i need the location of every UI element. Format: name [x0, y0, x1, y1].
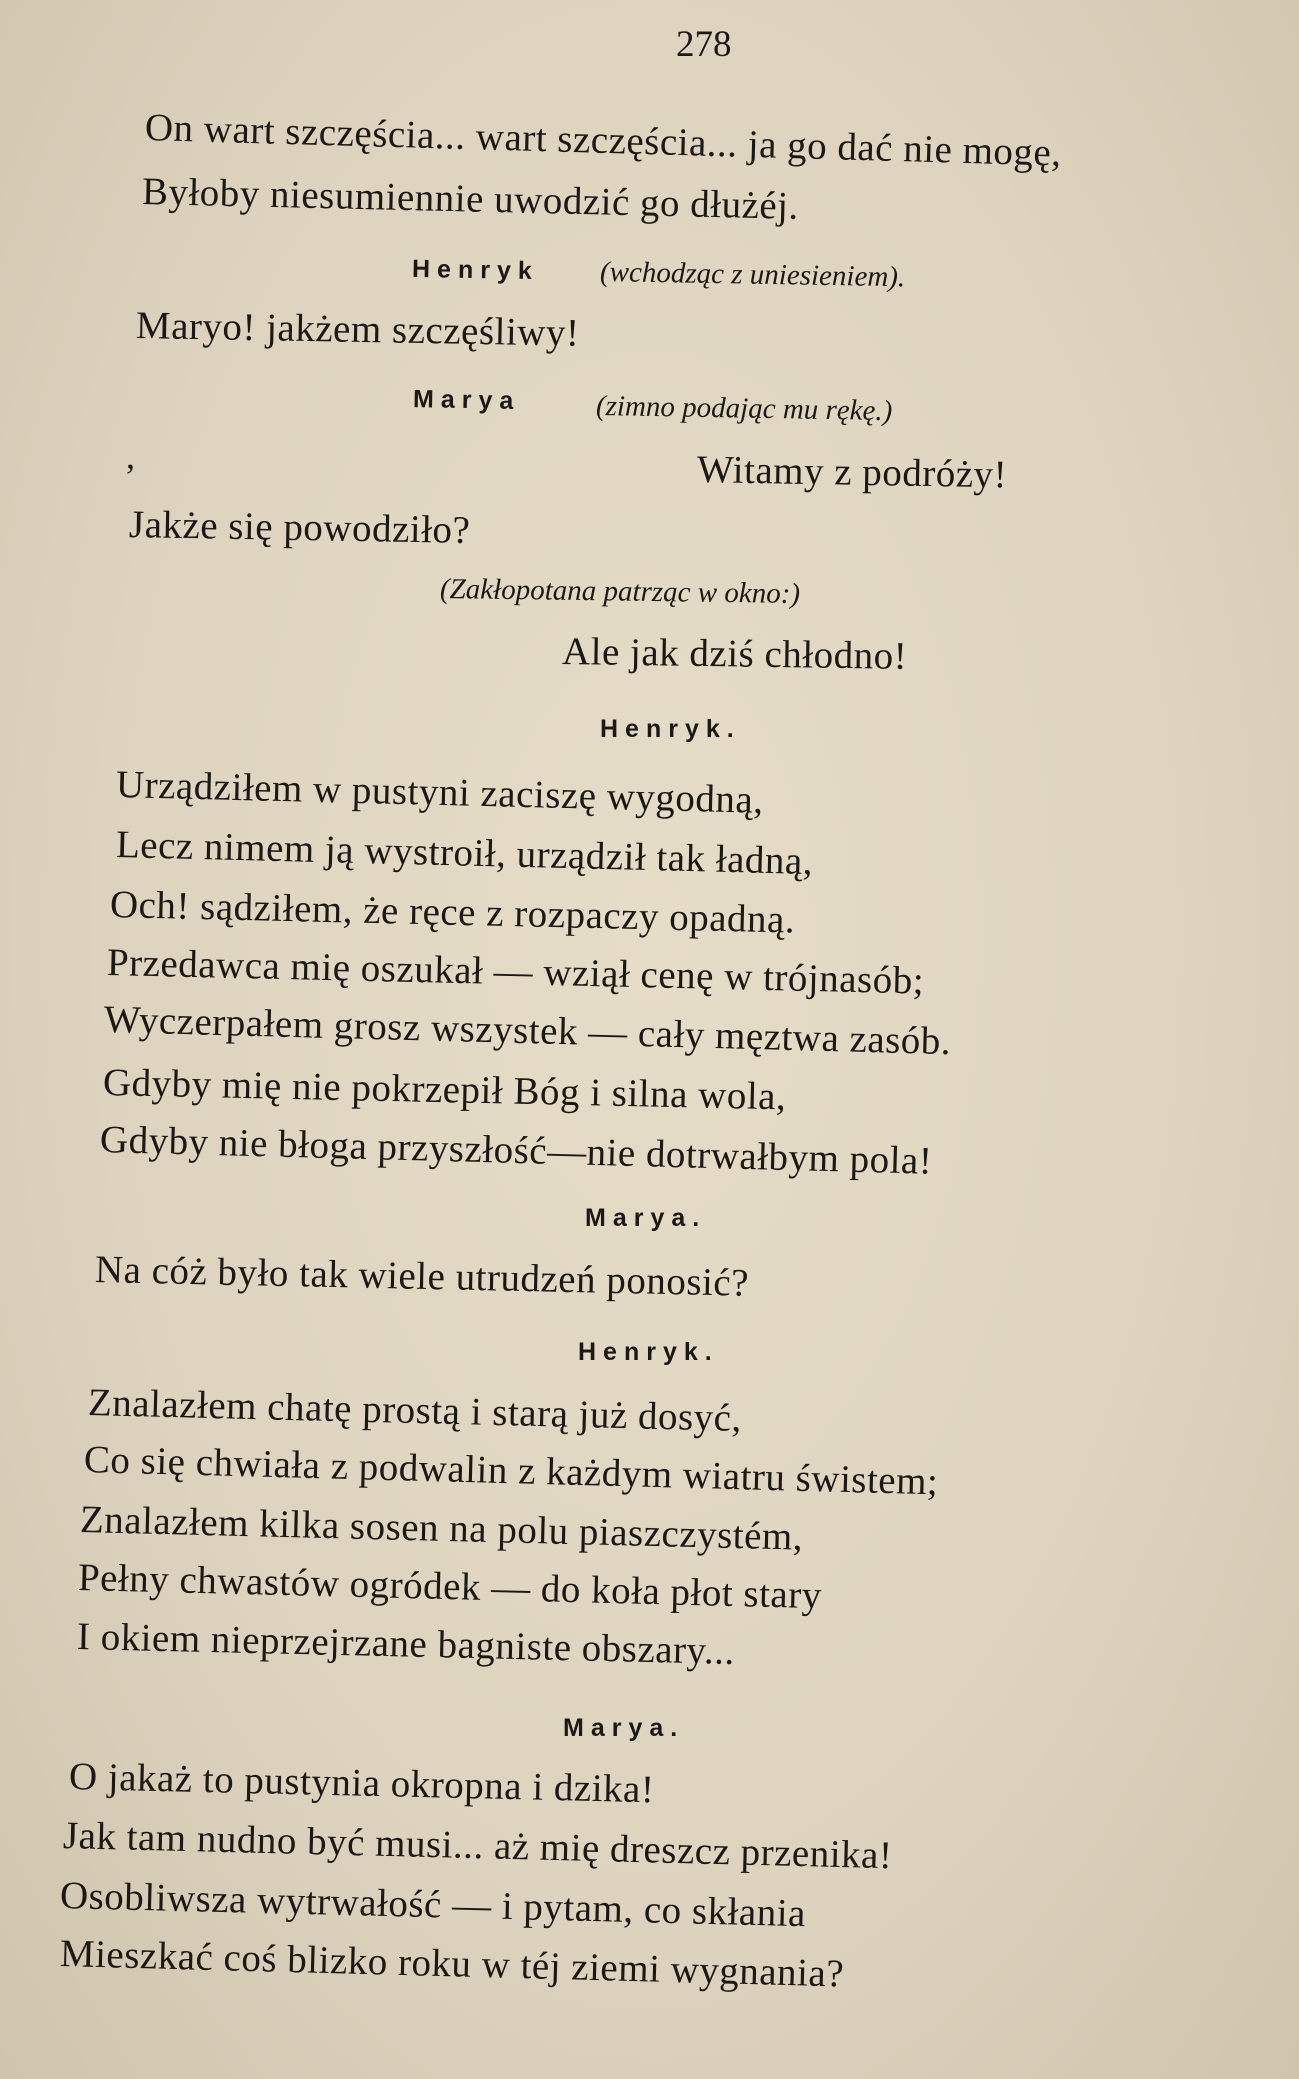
verse-line: O jakaż to pustynia okropna i dzika!	[68, 1755, 655, 1812]
verse-line: Pełny chwastów ogródek — do koła płot stary	[77, 1556, 823, 1618]
speaker-name: Henryk	[411, 254, 540, 286]
verse-line: Wyczerpałem grosz wszystek — cały męztwa zasób.	[103, 998, 952, 1064]
speaker-name: Marya	[412, 385, 521, 415]
verse-line: Jakże się powodziło?	[128, 503, 471, 552]
speaker-name: Marya.	[563, 1714, 685, 1742]
verse-line: Byłoby niesumiennie uwodzić go dłużéj.	[141, 170, 800, 228]
verse-line: On wart szczęścia... wart szczęścia... ja go dać nie mogę,	[144, 106, 1063, 175]
stage-direction: (zimno podając mu rękę.)	[595, 390, 893, 428]
stage-direction: (wchodząc z uniesieniem).	[599, 256, 906, 294]
verse-line: Co się chwiała z podwalin z każdym wiatru świstem;	[83, 1438, 939, 1504]
speaker-name: Marya.	[585, 1204, 707, 1232]
verse-line: Urządziłem w pustyni zaciszę wygodną,	[115, 763, 765, 822]
verse-line: Gdyby mię nie pokrzepił Bóg i silna wola,	[102, 1061, 787, 1119]
verse-line: I okiem nieprzejrzane bagniste obszary...	[76, 1615, 736, 1673]
page-number: 278	[676, 24, 732, 65]
verse-line: Osobliwsza wytrwałość — i pytam, co skłania	[59, 1874, 807, 1936]
verse-line: Ale jak dziś chłodno!	[561, 630, 908, 678]
verse-line: Mieszkać coś blizko roku w téj ziemi wygnania?	[59, 1932, 845, 1996]
ink-mark: ,	[126, 436, 135, 476]
verse-line: Na cóż było tak wiele utrudzeń ponosić?	[94, 1248, 750, 1305]
verse-line: Znalazłem kilka sosen na polu piaszczystém,	[79, 1498, 804, 1559]
verse-line: Lecz nimem ją wystroił, urządził tak ładną,	[115, 823, 814, 884]
speaker-name: Henryk.	[578, 1338, 719, 1366]
verse-line: Znalazłem chatę prostą i starą już dosyć,	[87, 1381, 743, 1440]
verse-line: Maryo! jakżem szczęśliwy!	[135, 304, 580, 355]
verse-line: Witamy z podróży!	[696, 448, 1008, 497]
verse-line: Och! sądziłem, że ręce z rozpaczy opadną.	[109, 883, 796, 942]
stage-direction: (Zakłopotana patrząc w okno:)	[439, 573, 801, 611]
speaker-name: Henryk.	[600, 715, 741, 743]
verse-line: Gdyby nie błoga przyszłość—nie dotrwałbym pola!	[99, 1118, 933, 1183]
verse-line: Jak tam nudno być musi... aż mię dreszcz przenika!	[62, 1814, 893, 1878]
verse-line: Przedawca mię oszukał — wziął cenę w trójnasób;	[106, 941, 925, 1003]
